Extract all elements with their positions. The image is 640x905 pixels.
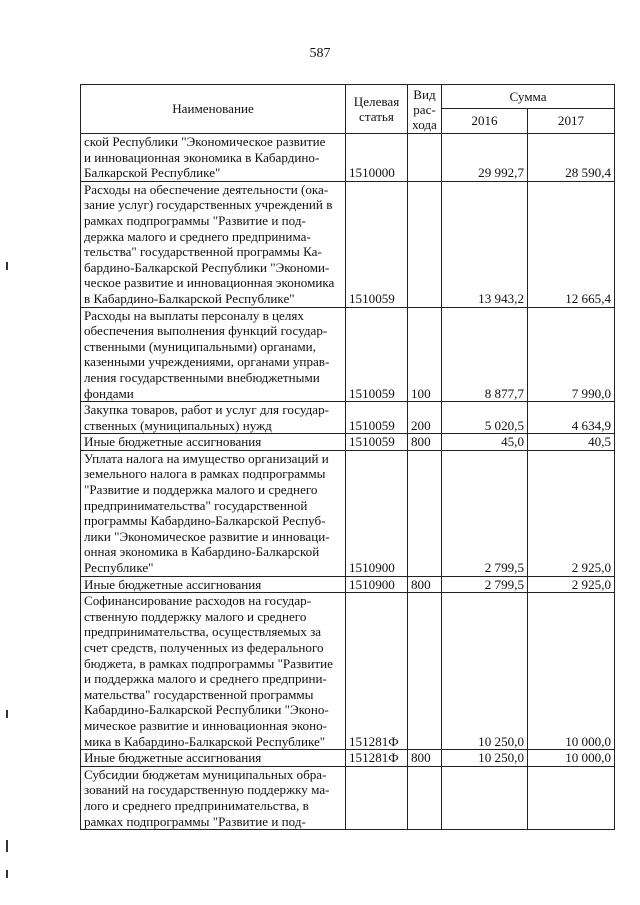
row-target-code: 1510059	[346, 181, 408, 307]
row-sum-2017: 12 665,4	[528, 181, 615, 307]
row-name: Иные бюджетные ассигнования	[81, 576, 346, 593]
row-expense-type: 800	[408, 576, 442, 593]
row-sum-2017: 28 590,4	[528, 134, 615, 182]
row-sum-2016: 2 799,5	[442, 576, 528, 593]
table-body	[81, 134, 615, 830]
scan-mark	[6, 262, 8, 270]
page-number: 587	[309, 46, 331, 61]
row-expense-type	[408, 181, 442, 307]
row-expense-type	[408, 134, 442, 182]
row-target-code: 1510059	[346, 434, 408, 451]
table-row	[81, 576, 615, 593]
row-name: Уплата налога на имущество организаций и земельного налога в рамках подпрограммы "Развитие и поддержка малого и среднего предпринимательства" государственной программы Кабардино-Балкарской Респуб- лики "Экономическое развитие и инноваци- онная экономика в Кабардино-Балкарской Республике"	[81, 450, 346, 576]
row-name: Иные бюджетные ассигнования	[81, 750, 346, 767]
header-kind: Вид рас-хода	[408, 85, 442, 134]
header-sum: Сумма	[442, 85, 615, 109]
row-sum-2016: 2 799,5	[442, 450, 528, 576]
row-sum-2017	[528, 766, 615, 829]
row-expense-type: 200	[408, 402, 442, 434]
row-sum-2017: 10 000,0	[528, 750, 615, 767]
row-expense-type: 100	[408, 307, 442, 402]
table-row	[81, 181, 615, 307]
row-target-code: 1510059	[346, 307, 408, 402]
row-sum-2017: 7 990,0	[528, 307, 615, 402]
table-row	[81, 593, 615, 750]
scan-mark	[6, 840, 8, 852]
row-sum-2016: 13 943,2	[442, 181, 528, 307]
row-target-code: 1510900	[346, 576, 408, 593]
row-target-code: 151281Ф	[346, 593, 408, 750]
row-expense-type: 800	[408, 434, 442, 451]
table-row	[81, 766, 615, 829]
header-year-2016: 2016	[442, 109, 528, 134]
header-name: Наименование	[81, 85, 346, 134]
table-row	[81, 307, 615, 402]
table-row	[81, 134, 615, 182]
row-name: Субсидии бюджетам муниципальных обра- зований на государственную поддержку ма- лого и среднего предпринимательства, в рамках подпрограммы "Развитие и под-	[81, 766, 346, 829]
row-expense-type	[408, 593, 442, 750]
row-target-code: 1510059	[346, 402, 408, 434]
row-sum-2016: 10 250,0	[442, 593, 528, 750]
row-target-code: 1510900	[346, 450, 408, 576]
row-expense-type	[408, 450, 442, 576]
row-expense-type	[408, 766, 442, 829]
row-target-code: 1510000	[346, 134, 408, 182]
table-row	[81, 434, 615, 451]
row-name: Закупка товаров, работ и услуг для государ- ственных (муниципальных) нужд	[81, 402, 346, 434]
row-sum-2017: 10 000,0	[528, 593, 615, 750]
row-sum-2016: 5 020,5	[442, 402, 528, 434]
row-sum-2017: 2 925,0	[528, 450, 615, 576]
row-target-code: 151281Ф	[346, 750, 408, 767]
scan-mark	[6, 710, 8, 718]
row-sum-2017: 2 925,0	[528, 576, 615, 593]
row-sum-2016	[442, 766, 528, 829]
row-name: Расходы на обеспечение деятельности (ока- зание услуг) государственных учреждений в рамках подпрограммы "Развитие и под- держка малого и среднего предпринима- тельства" государственной программы Ка- бардино-Балкарской Республики "Экономи- ческое развитие и инновационная экономика в Кабардино-Балкарской Республике"	[81, 181, 346, 307]
row-sum-2016: 29 992,7	[442, 134, 528, 182]
row-sum-2016: 45,0	[442, 434, 528, 451]
row-name: ской Республики "Экономическое развитие и инновационная экономика в Кабардино- Балкарской Республике"	[81, 134, 346, 182]
header-year-2017: 2017	[528, 109, 615, 134]
table-row	[81, 450, 615, 576]
row-sum-2016: 8 877,7	[442, 307, 528, 402]
row-name: Расходы на выплаты персоналу в целях обеспечения выполнения функций государ- ственными (муниципальными) органами, казенными учреждениями, органами управ- ления государственными внебюджетными фондами	[81, 307, 346, 402]
row-name: Софинансирование расходов на государ- ственную поддержку малого и среднего предпринимательства, осуществляемых за счет средств, полученных из федерального бюджета, в рамках подпрограммы "Развитие и поддержка малого и среднего предприни- мательства" государственной программы Кабардино-Балкарской Республики "Эконо- мическое развитие и инновационная эконо- мика в Кабардино-Балкарской Республике"	[81, 593, 346, 750]
table-row	[81, 750, 615, 767]
row-expense-type: 800	[408, 750, 442, 767]
row-sum-2016: 10 250,0	[442, 750, 528, 767]
scan-mark	[6, 870, 8, 878]
row-target-code	[346, 766, 408, 829]
row-name: Иные бюджетные ассигнования	[81, 434, 346, 451]
row-sum-2017: 40,5	[528, 434, 615, 451]
table-row	[81, 402, 615, 434]
row-sum-2017: 4 634,9	[528, 402, 615, 434]
header-code: Целевая статья	[346, 85, 408, 134]
budget-table	[80, 84, 615, 830]
